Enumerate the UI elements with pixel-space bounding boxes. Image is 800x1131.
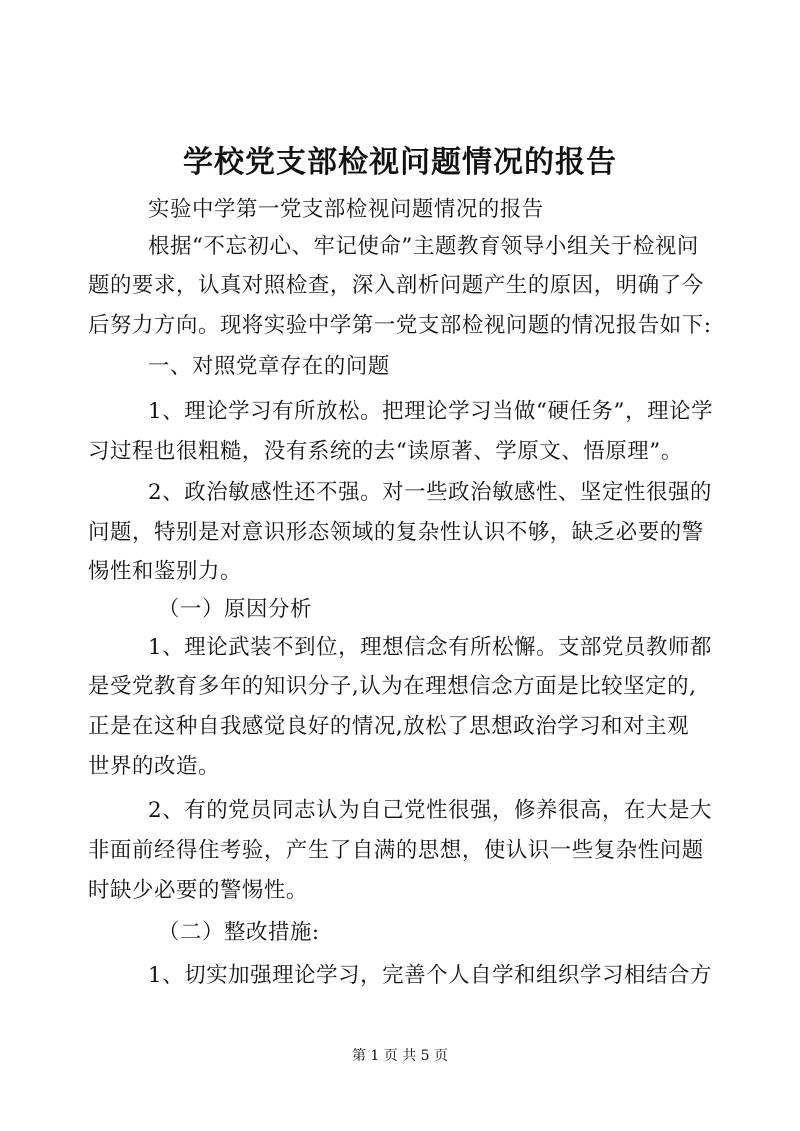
text-line: 1、理论武装不到位，理想信念有所松懈。支部党员教师都 xyxy=(148,635,712,660)
document-title: 学校党支部检视问题情况的报告 xyxy=(183,145,617,180)
text-line: 1、理论学习有所放松。把理论学习当做“硬任务”，理论学 xyxy=(148,399,714,424)
text-line: 2、政治敏感性还不强。对一些政治敏感性、坚定性很强的 xyxy=(148,480,712,505)
page-number-footer: 第 1 页 共 5 页 xyxy=(351,1048,449,1064)
text-line: 1、切实加强理论学习，完善个人自学和组织学习相结合方 xyxy=(148,963,712,988)
text-line: 世界的改造。 xyxy=(88,754,220,779)
text-line: 习过程也很粗糙，没有系统的去“读原著、学原文、悟原理”。 xyxy=(88,439,683,464)
text-line: 问题，特别是对意识形态领域的复杂性认识不够，缺乏必要的警 xyxy=(88,520,704,545)
text-line: 2、有的党员同志认为自己党性很强，修养很高，在大是大 xyxy=(148,798,712,823)
section-heading: 一、对照党章存在的问题 xyxy=(148,354,390,379)
text-line: 题的要求，认真对照检查，深入剖析问题产生的原因，明确了今 xyxy=(88,273,704,298)
subsection-heading: （一）原因分析 xyxy=(158,597,312,622)
text-line: 根据“不忘初心、牢记使命”主题教育领导小组关于检视问 xyxy=(148,234,699,259)
text-line: 是受党教育多年的知识分子,认为在理想信念方面是比较坚定的, xyxy=(88,674,697,699)
subsection-heading: （二）整改措施: xyxy=(158,920,320,945)
text-line: 正是在这种自我感觉良好的情况,放松了思想政治学习和对主观 xyxy=(88,714,690,739)
text-line-subtitle: 实验中学第一党支部检视问题情况的报告 xyxy=(148,197,544,222)
text-line: 惕性和鉴别力。 xyxy=(88,559,242,584)
text-line: 时缺少必要的警惕性。 xyxy=(88,878,308,903)
text-line: 后努力方向。现将实验中学第一党支部检视问题的情况报告如下: xyxy=(88,313,712,338)
text-line: 非面前经得住考验，产生了自满的思想，使认识一些复杂性问题 xyxy=(88,838,704,863)
